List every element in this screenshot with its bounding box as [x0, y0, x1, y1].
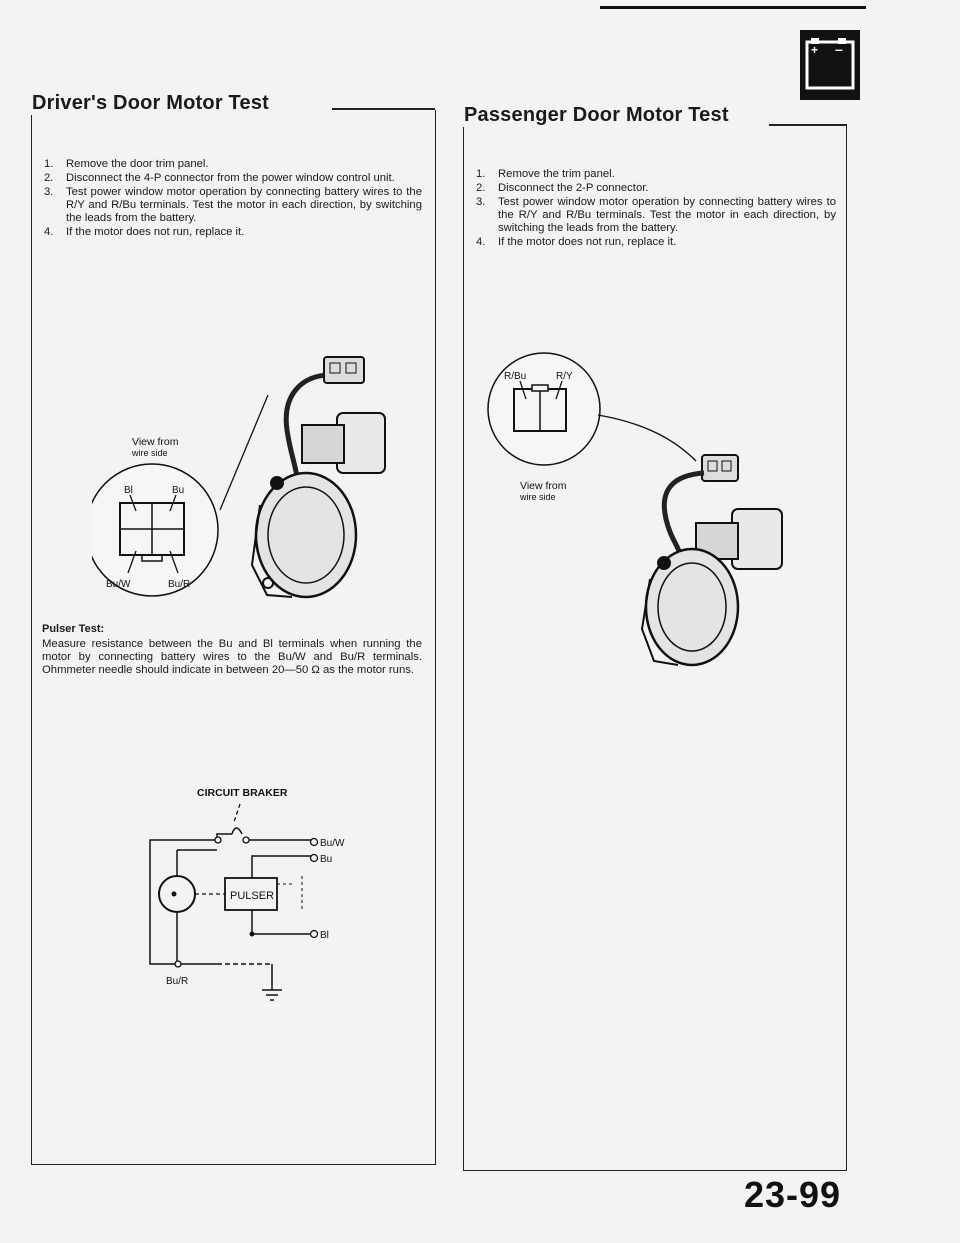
passenger-steps	[474, 168, 836, 250]
schematic-label-bu-w: Bu/W	[320, 838, 345, 849]
pulser-label: PULSER	[230, 890, 275, 902]
terminal-label-bl: Bl	[124, 485, 133, 496]
step-text: Remove the door trim panel.	[66, 158, 209, 170]
motor-symbol	[159, 876, 195, 912]
page-number: 23-99	[744, 1174, 842, 1215]
schematic-label-bu-r: Bu/R	[166, 976, 189, 987]
pulser-test-text: Measure resistance between the Bu and Bl terminals when running the motor by connecting battery wires to the Bu/W and Bu/R terminals. Ohmmeter needle should indicate in between 20—50 Ω as the motor runs.	[42, 638, 422, 676]
wire-side-label: wire side	[520, 492, 556, 502]
step-item	[474, 168, 836, 181]
step-item	[474, 236, 836, 249]
passenger-door-section	[463, 104, 847, 1171]
motor-housing	[732, 509, 782, 569]
step-number: 4.	[44, 226, 54, 238]
connector-view-circle	[92, 464, 218, 596]
circuit-breaker-label: CIRCUIT BRAKER	[197, 787, 288, 799]
passenger-motor-illustration	[474, 349, 814, 679]
step-number: 3.	[44, 186, 54, 198]
passenger-door-title: Passenger Door Motor Test	[462, 104, 735, 127]
step-text: Test power window motor operation by connecting battery wires to the R/Y and R/Bu terminals. Test the motor in each direction, by switching the leads from the battery.	[498, 196, 836, 234]
connector-view-circle	[488, 353, 600, 465]
circuit-schematic	[122, 780, 382, 1020]
step-item	[42, 226, 422, 239]
step-number: 2.	[44, 172, 54, 184]
step-text: Disconnect the 4-P connector from the power window control unit.	[66, 172, 395, 184]
step-text: Remove the trim panel.	[498, 168, 615, 180]
step-number: 1.	[44, 158, 54, 170]
step-text: If the motor does not run, replace it.	[498, 236, 677, 248]
battery-minus-sign: –	[835, 41, 843, 57]
step-item	[42, 158, 422, 171]
drivers-steps	[42, 158, 422, 240]
breaker-contact	[232, 828, 242, 834]
schematic-label-bl: Bl	[320, 930, 329, 941]
step-number: 1.	[476, 168, 486, 180]
terminal-label-r-bu: R/Bu	[504, 371, 527, 382]
step-text: If the motor does not run, replace it.	[66, 226, 245, 238]
terminal-label-bu: Bu	[172, 485, 185, 496]
connector-2p	[702, 455, 738, 481]
schematic-label-bu: Bu	[320, 854, 333, 865]
step-item	[474, 196, 836, 235]
battery-plus-sign: +	[811, 43, 819, 57]
step-number: 2.	[476, 182, 486, 194]
step-text: Disconnect the 2-P connector.	[498, 182, 649, 194]
top-rule	[600, 6, 866, 9]
battery-icon	[800, 30, 860, 100]
title-rule	[332, 108, 435, 110]
step-item	[474, 182, 836, 195]
drivers-motor-illustration	[92, 335, 392, 615]
battery-icon-graphic	[800, 30, 860, 100]
title-rule	[769, 124, 846, 126]
step-item	[42, 186, 422, 225]
terminal-label-r-y: R/Y	[556, 371, 573, 382]
terminal-label-bu-w: Bu/W	[106, 579, 131, 590]
pulser-test-heading: Pulser Test:	[42, 623, 105, 635]
mounting-bolt	[657, 556, 671, 570]
view-from-label: View from	[132, 436, 179, 448]
terminal-label-bu-r: Bu/R	[168, 579, 191, 590]
step-item	[42, 172, 422, 185]
step-number: 3.	[476, 196, 486, 208]
mounting-bolt	[270, 476, 284, 490]
drivers-door-section	[31, 92, 436, 1165]
wire-side-label: wire side	[132, 448, 168, 458]
view-from-label: View from	[520, 480, 567, 492]
drivers-door-title: Driver's Door Motor Test	[30, 92, 275, 115]
step-number: 4.	[476, 236, 486, 248]
step-text: Test power window motor operation by connecting battery wires to the R/Y and R/Bu terminals. Test the motor in each direction, by switching the leads from the battery.	[66, 186, 422, 224]
